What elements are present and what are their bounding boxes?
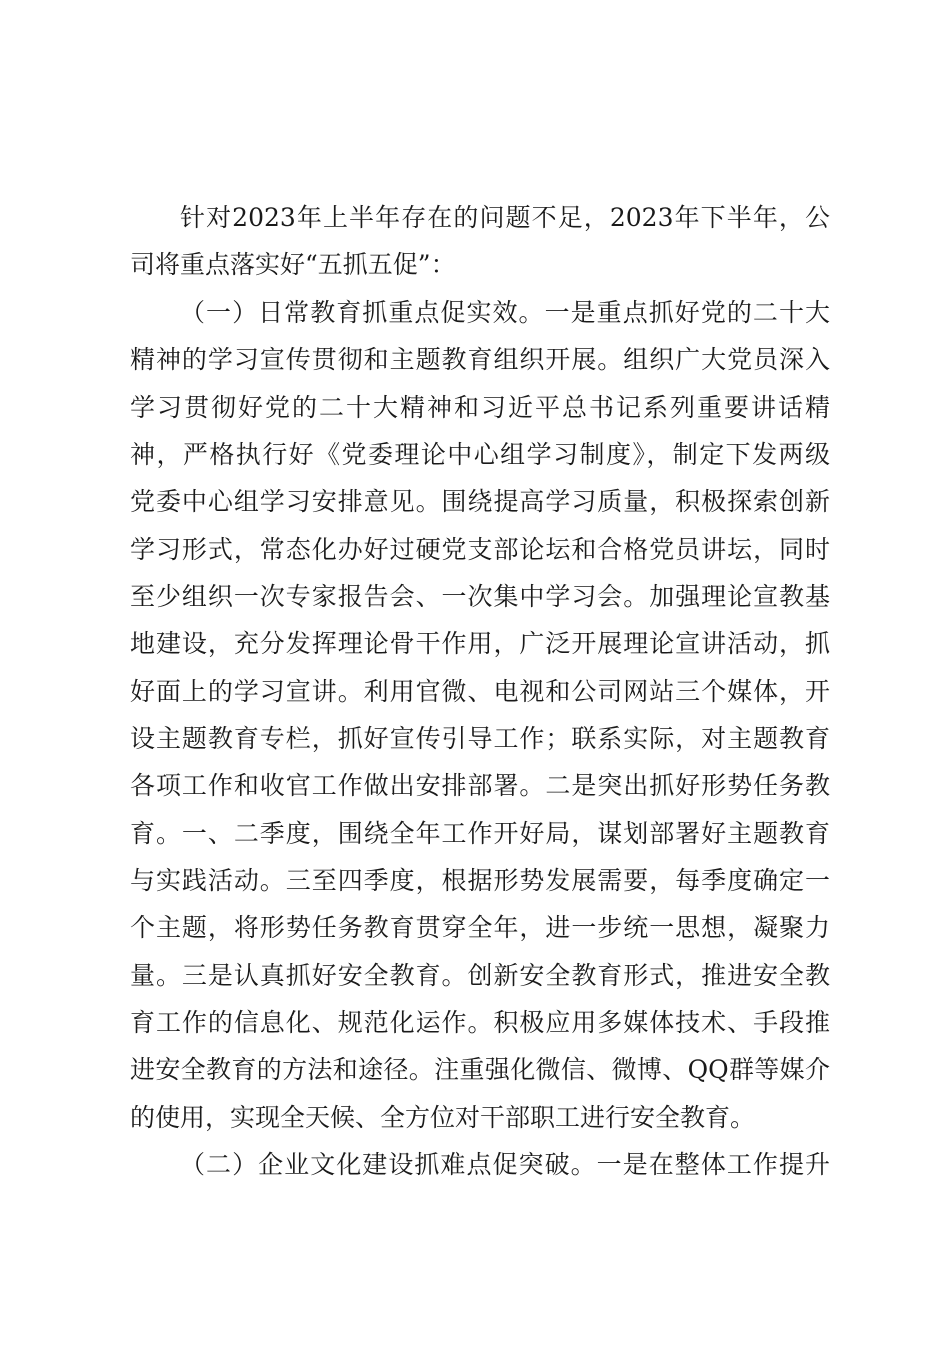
paragraph-1-line-2: 司将重点落实好“五抓五促”：: [130, 250, 456, 279]
section-1-line: 党委中心组学习安排意见。围绕提高学习质量，积极探索创新: [130, 487, 830, 516]
section-1-line: 育工作的信息化、规范化运作。积极应用多媒体技术、手段推: [130, 1008, 830, 1037]
section-1-heading-line: （一）日常教育抓重点促实效。一是重点抓好党的二十大: [180, 298, 830, 327]
paragraph-1-line-1: 针对2023年上半年存在的问题不足，2023年下半年，公: [180, 203, 830, 232]
section-1-line: 至少组织一次专家报告会、一次集中学习会。加强理论宣教基: [130, 582, 830, 611]
section-2-heading-line: （二）企业文化建设抓难点促突破。一是在整体工作提升: [180, 1150, 830, 1179]
section-1-line: 学习贯彻好党的二十大精神和习近平总书记系列重要讲话精: [130, 393, 830, 422]
section-1-line: 好面上的学习宣讲。利用官微、电视和公司网站三个媒体，开: [130, 677, 830, 706]
section-1-line: 各项工作和收官工作做出安排部署。二是突出抓好形势任务教: [130, 771, 830, 800]
section-1-line-last: 的使用，实现全天候、全方位对干部职工进行安全教育。: [130, 1103, 756, 1132]
section-1-line: 地建设，充分发挥理论骨干作用，广泛开展理论宣讲活动，抓: [130, 629, 830, 658]
section-1-line: 精神的学习宣传贯彻和主题教育组织开展。组织广大党员深入: [130, 345, 830, 374]
section-1-line: 学习形式，常态化办好过硬党支部论坛和合格党员讲坛，同时: [130, 535, 830, 564]
section-1-line: 育。一、二季度，围绕全年工作开好局，谋划部署好主题教育: [130, 819, 830, 848]
section-1-line: 进安全教育的方法和途径。注重强化微信、微博、QQ群等媒介: [130, 1055, 830, 1084]
section-1-line: 设主题教育专栏，抓好宣传引导工作；联系实际，对主题教育: [130, 724, 830, 753]
section-1-line: 神，严格执行好《党委理论中心组学习制度》，制定下发两级: [130, 440, 830, 469]
section-1-line: 与实践活动。三至四季度，根据形势发展需要，每季度确定一: [130, 866, 830, 895]
section-1-line: 量。三是认真抓好安全教育。创新安全教育形式，推进安全教: [130, 961, 830, 990]
section-1-line: 个主题，将形势任务教育贯穿全年，进一步统一思想，凝聚力: [130, 913, 830, 942]
